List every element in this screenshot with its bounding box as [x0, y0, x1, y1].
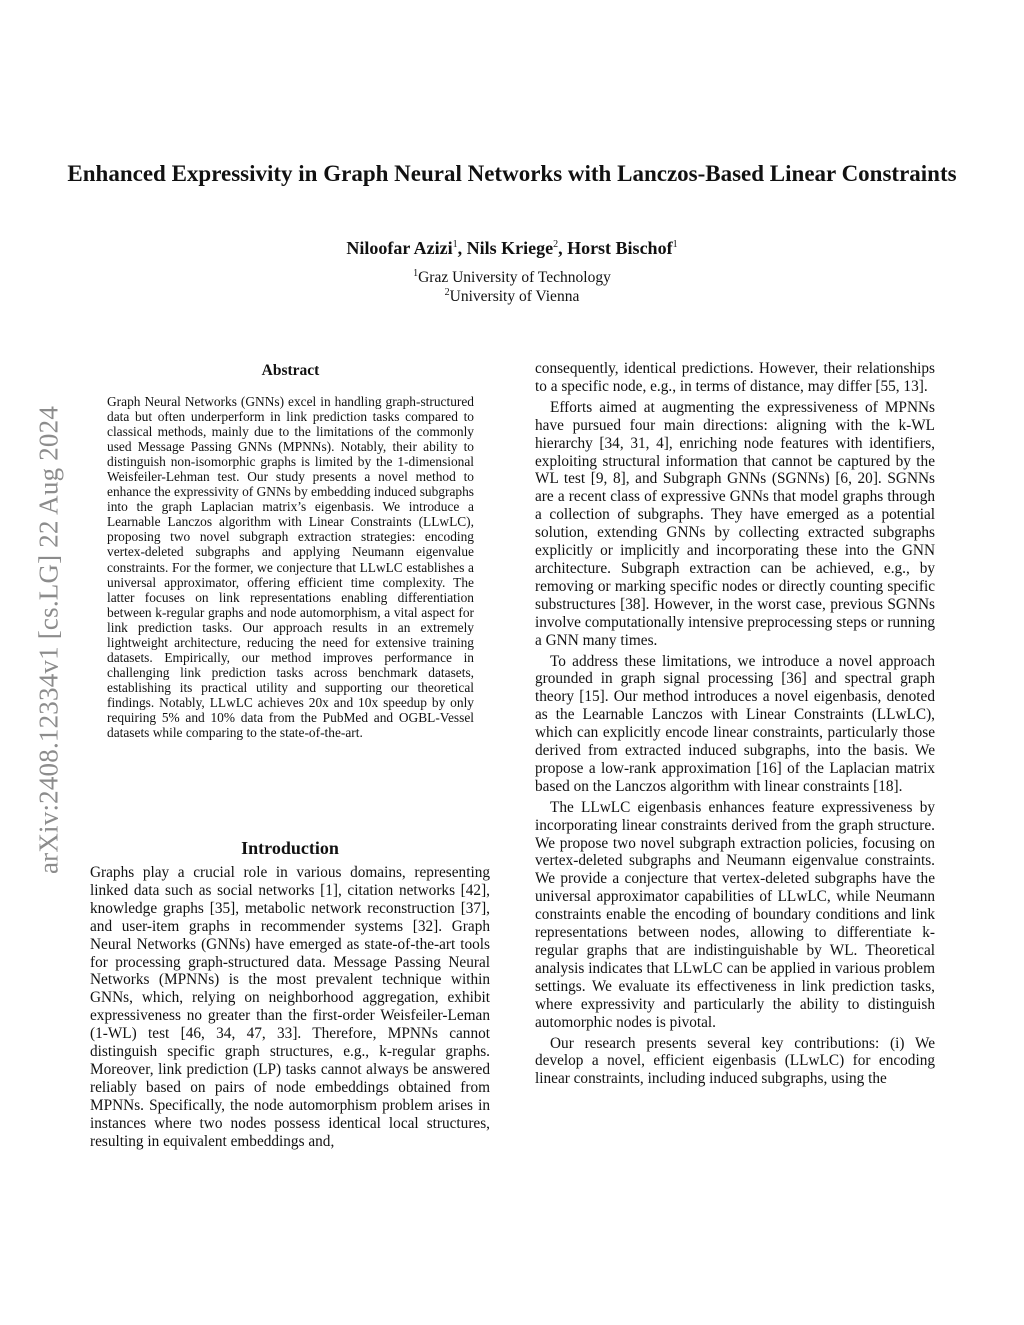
introduction-paragraph-1: Graphs play a crucial role in various domains, representing linked data such as social networks [1], citation networks [42], knowledge graphs [35], metabolic network reconstruction [37], and user-item graphs in recommender systems [32]. Graph Neural Networks (GNNs) have emerged as state-of-the-art tools for processing graph-structured data. Message Passing Neural Networks (MPNNs) is the most prevalent technique within GNNs, which, relying on neighborhood aggregation, exhibit expressiveness no greater than the first-order Weisfeiler-Leman (1-WL) test [46, 34, 47, 33]. Therefore, MPNNs cannot distinguish specific graph structures, e.g., k-regular graphs. Moreover, link prediction (LP) tasks cannot always be answered reliably based on pairs of node embeddings obtained from MPNNs. Specifically, the node automorphism problem arises in instances where two nodes possess identical local structures, resulting in equivalent embeddings and,: [90, 864, 490, 1150]
abstract-section: [107, 362, 474, 740]
right-column: [535, 360, 935, 1088]
author-separator: ,: [558, 238, 568, 258]
affiliation-name: University of Vienna: [449, 288, 580, 305]
arxiv-identifier-sidebar: [32, 345, 66, 935]
affiliation-mark: 1: [413, 267, 419, 279]
paragraph-llwlc: The LLwLC eigenbasis enhances feature expressiveness by incorporating linear constraints derived from the graph structure. We propose two novel subgraph extraction policies, focusing on vertex-deleted subgraphs and Neumann eigenvalue constraints. We provide a conjecture that vertex-deleted subgraphs have the universal approximator capabilities of LLwLC, while Neumann constraints enable the encoding of boundary conditions and link representations between nodes, allowing to differentiate k-regular graphs that are indistinguishable by WL. Theoretical analysis indicates that LLwLC can be applied in various problem settings. We evaluate its effectiveness in link prediction tasks, where expressivity and particularly the ability to distinguish automorphic nodes is pivotal.: [535, 798, 935, 1031]
author-affiliation-mark: 1: [672, 239, 678, 250]
abstract-heading: Abstract: [261, 362, 320, 379]
author-affiliation-mark: 2: [553, 239, 559, 250]
paragraph-contributions: Our research presents several key contributions: (i) We develop a novel, efficient eigenbasis (LLwLC) for encoding linear constraints, including induced subgraphs, using the: [535, 1034, 935, 1088]
affiliation-name: Graz University of Technology: [418, 269, 611, 286]
author-list: [60, 238, 964, 259]
paragraph-continuation: consequently, identical predictions. However, their relationships to a specific node, e.g., in terms of distance, may differ [55, 13].: [535, 360, 935, 395]
introduction-heading: Introduction: [241, 838, 339, 858]
affiliation-2: [60, 288, 964, 306]
affiliation-mark: 2: [444, 286, 450, 298]
author-affiliation-mark: 1: [452, 239, 458, 250]
author-name: Niloofar Azizi: [346, 238, 453, 258]
author-separator: ,: [457, 238, 467, 258]
affiliation-1: [60, 269, 964, 287]
author-name: Nils Kriege: [466, 238, 554, 258]
paragraph-efforts: Efforts aimed at augmenting the expressiveness of MPNNs have pursued four main directions: aligning with the k-WL hierarchy [34, 31, 4], enriching node features with identifiers, exploiting structural information that cannot be captured by the WL test [9, 8], and Subgraph GNNs (SGNNs) [6, 20]. SGNNs are a recent class of expressive GNNs that model graphs through a collection of subgraphs. They have emerged as a potential solution, extending GNNs by collecting extracted subgraphs explicitly or implicitly and incorporating these into the GNN architecture. Subgraph extraction can be achieved, e.g., by removing or marking specific nodes or directly counting specific substructures [38]. However, in the worst case, previous SGNNs involve computationally intensive preprocessing steps or running a GNN many times.: [535, 398, 935, 649]
author-name: Horst Bischof: [567, 238, 673, 258]
abstract-text: Graph Neural Networks (GNNs) excel in handling graph-structured data but often underperform in link prediction tasks compared to classical methods, mainly due to the limitations of the commonly used Message Passing GNNs (MPNNs). Notably, their ability to distinguish non-isomorphic graphs is limited by the 1-dimensional Weisfeiler-Lehman test. Our study presents a novel method to enhance the expressivity of GNNs by embedding induced subgraphs into the graph Laplacian matrix’s eigenbasis. We introduce a Learnable Lanczos algorithm with Linear Constraints (LLwLC), proposing two novel subgraph extraction strategies: encoding vertex-deleted subgraphs and applying Neumann eigenvalue constraints. For the former, we conjecture that LLwLC establishes a universal approximator, offering efficient time complexity. The latter focuses on link representations enabling differentiation between k-regular graphs and node automorphism, a vital aspect for link prediction tasks. Our approach results in an extremely lightweight architecture, reducing the need for extensive training datasets. Empirically, our method improves performance in challenging link prediction tasks across benchmark datasets, establishing its practical utility and supporting our theoretical findings. Notably, LLwLC achieves 20x and 10x speedup by only requiring 5% and 10% data from the PubMed and OGBL-Vessel datasets while comparing to the state-of-the-art.: [107, 394, 474, 741]
paper-title: Enhanced Expressivity in Graph Neural Networks with Lanczos-Based Linear Constraints: [67, 161, 957, 186]
arxiv-identifier: arXiv:2408.12334v1 [cs.LG] 22 Aug 2024: [33, 405, 64, 875]
paragraph-approach: To address these limitations, we introduce a novel approach grounded in graph signal processing [36] and spectral graph theory [15]. Our method introduces a novel eigenbasis, denoted as the Learnable Lanczos with Linear Constraints (LLwLC), which can explicitly encode linear constraints, particularly those derived from extracted induced subgraphs, into the basis. We propose a low-rank approximation [16] of the Laplacian matrix based on the Lanczos algorithm with linear constraints [18].: [535, 652, 935, 795]
introduction-section: [90, 838, 490, 1151]
